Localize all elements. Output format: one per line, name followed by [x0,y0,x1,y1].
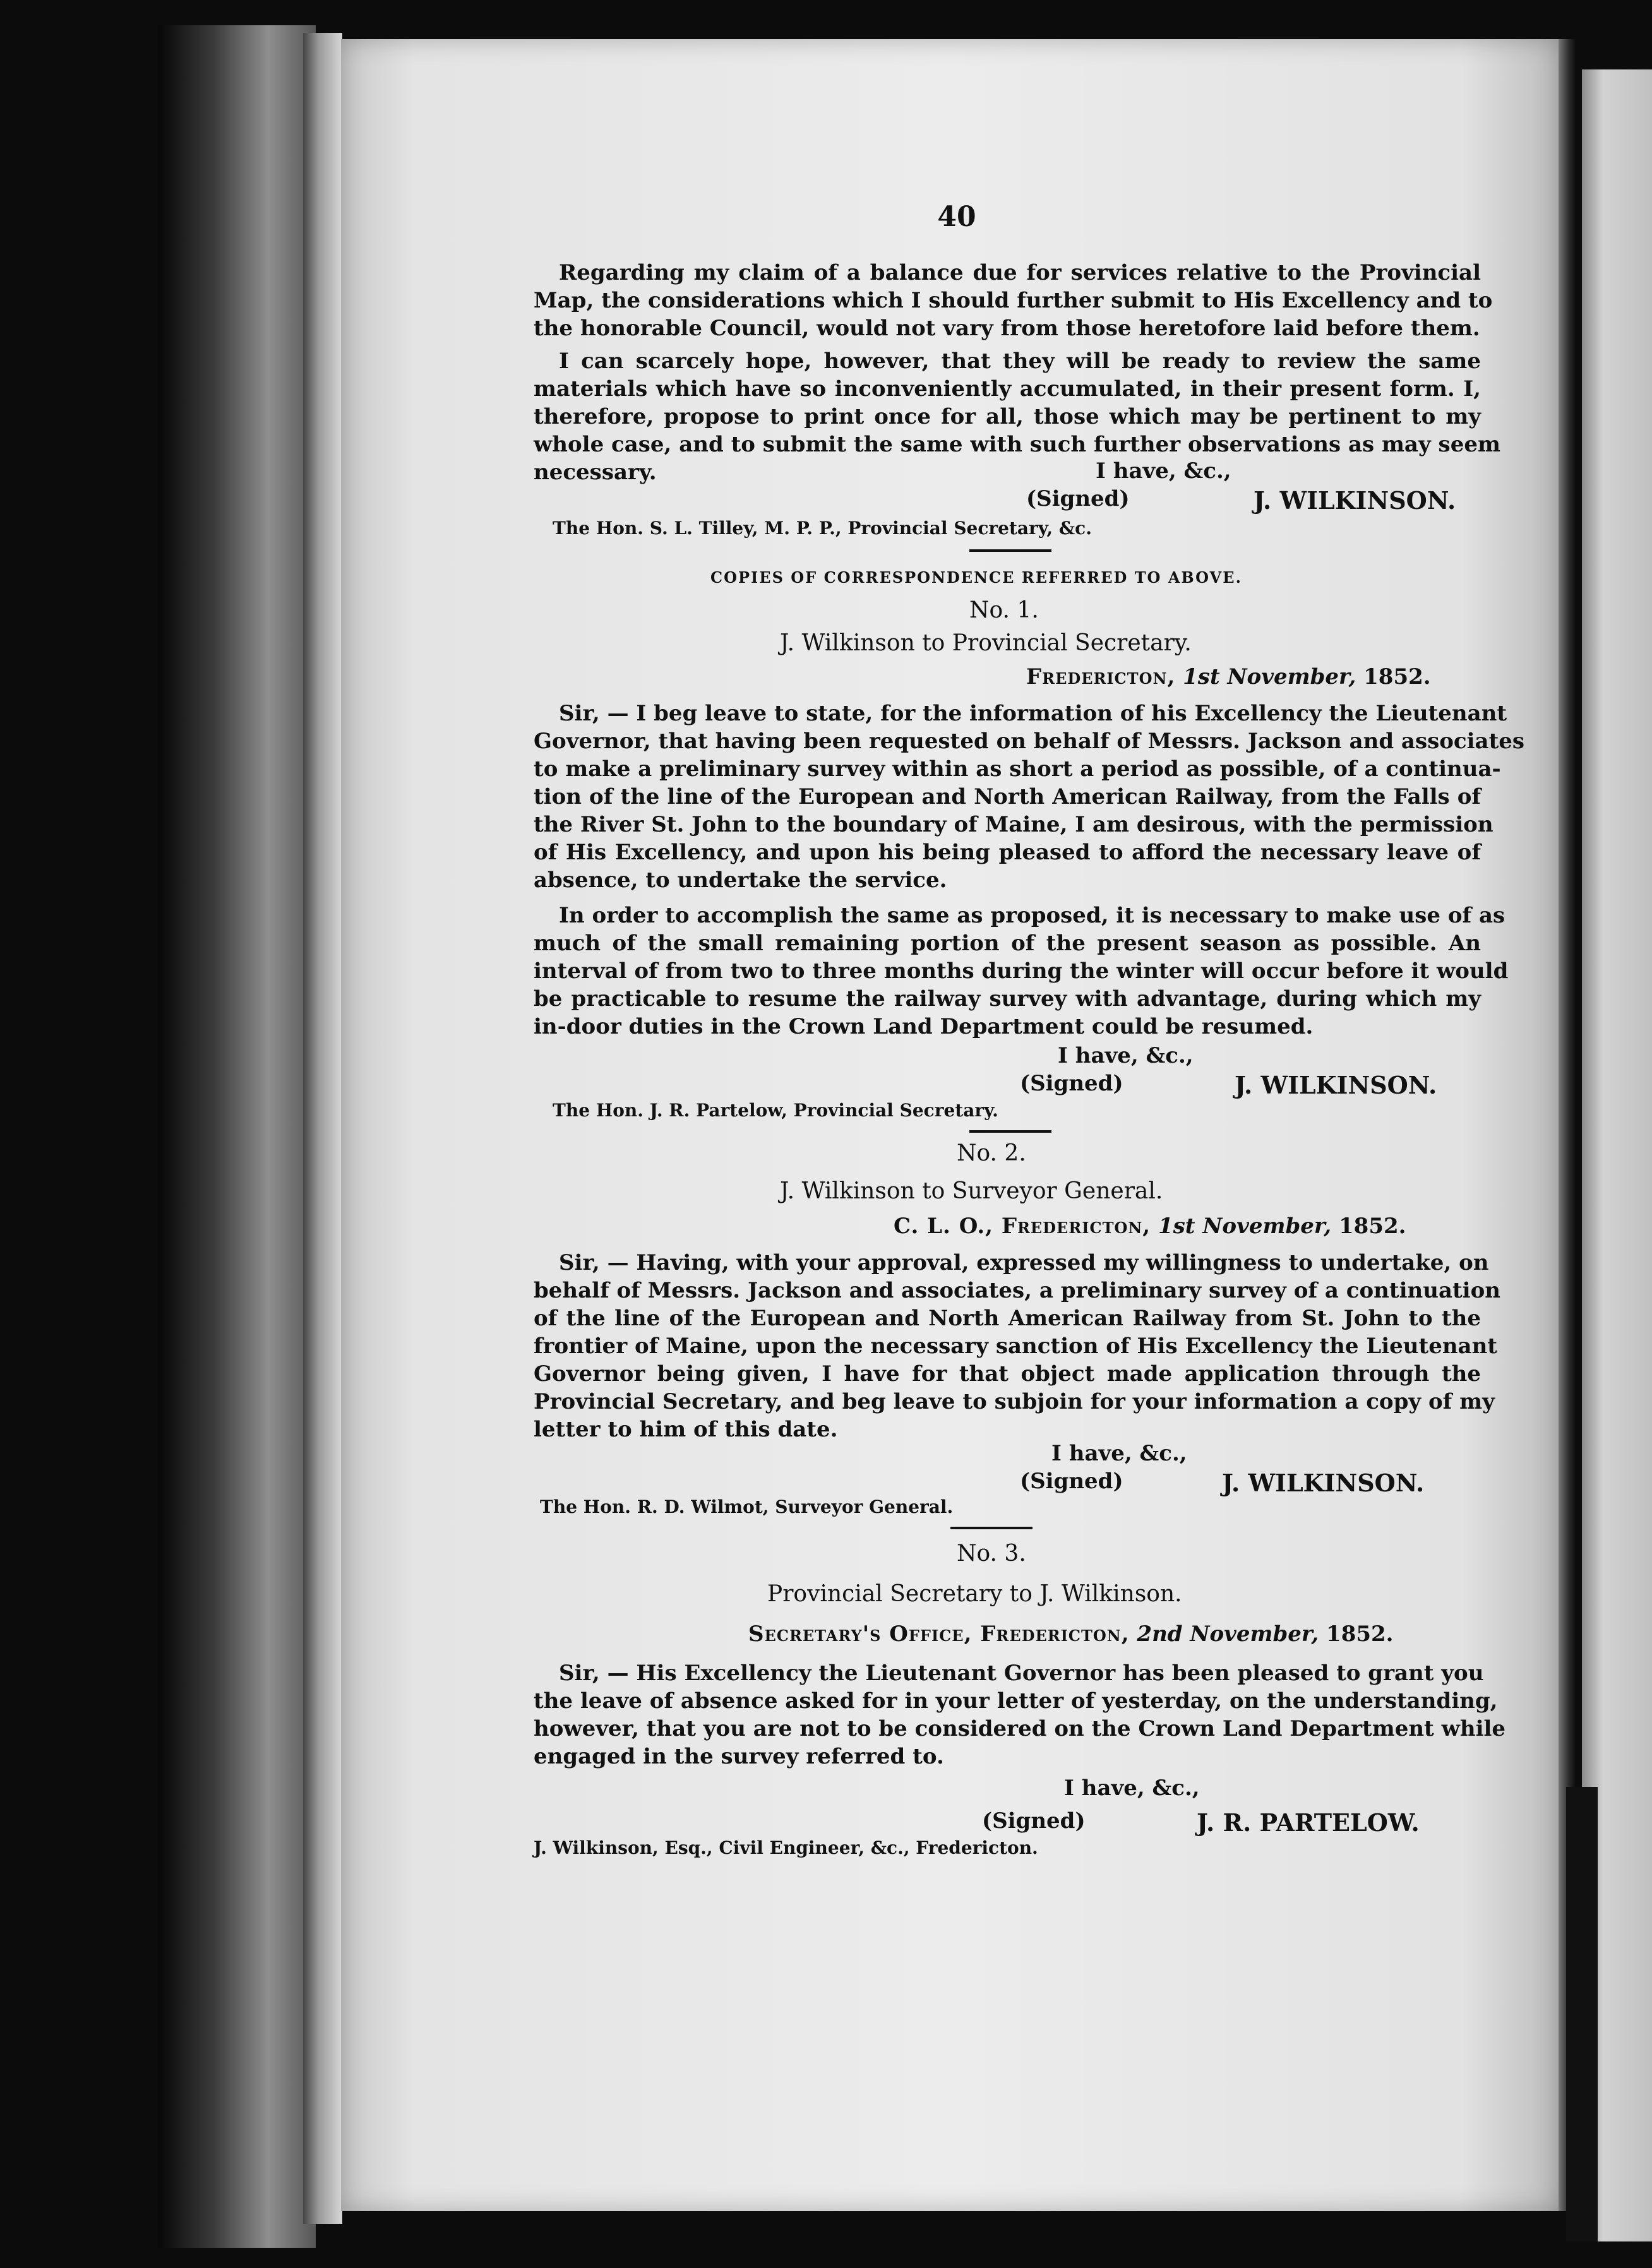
text-line: Governor, that having been requested on behalf of Messrs. Jackson and associates [534,729,1525,754]
signed-label: (Signed) [1026,486,1130,511]
text-line: the River St. John to the boundary of Maine, I am desirous, with the permission [534,812,1493,837]
addressee: J. Wilkinson, Esq., Civil Engineer, &c., Fredericton. [534,1837,1038,1858]
letter-dateline [748,1621,1394,1647]
page-number: 40 [937,201,976,233]
text-line: In order to accomplish the same as proposed, it is necessary to make use of as [559,903,1505,928]
text-line: in-door duties in the Crown Land Department could be resumed. [534,1014,1314,1039]
book-binding-left [158,25,316,2248]
text-line: much of the small remaining portion of the present season as possible. An [534,931,1481,956]
dateline-place: C. L. O., Fredericton, [894,1214,1151,1239]
letter-number: No. 2. [957,1140,1026,1166]
text-line: the honorable Council, would not vary from those heretofore laid before them. [534,316,1480,341]
closing-i-have: I have, &c., [1058,1043,1194,1068]
letter-number: No. 3. [957,1541,1026,1567]
text-line: to make a preliminary survey within as short a period as possible, of a continua- [534,756,1501,782]
letter-subtitle: J. Wilkinson to Surveyor General. [780,1178,1163,1204]
dateline-day: 1st November, [1183,664,1356,689]
closing-i-have: I have, &c., [1064,1776,1200,1801]
text-line: therefore, propose to print once for all, those which may be pertinent to my [534,404,1481,429]
signed-label: (Signed) [1020,1469,1123,1494]
text-line: Governor being given, I have for that object made application through the [534,1361,1481,1387]
text-line: however, that you are not to be considered on the Crown Land Department while [534,1716,1506,1741]
text-line: absence, to undertake the service. [534,868,947,893]
text-line: I can scarcely hope, however, that they will be ready to review the same [559,349,1481,374]
closing-i-have: I have, &c., [1051,1441,1187,1466]
letter-subtitle: J. Wilkinson to Provincial Secretary. [780,630,1192,656]
addressee: The Hon. S. L. Tilley, M. P. P., Provincial Secretary, &c. [553,518,1092,539]
book-binding-fold [303,33,342,2224]
text-line: frontier of Maine, upon the necessary sanction of His Excellency the Lieutenant [534,1334,1497,1359]
text-line: materials which have so inconveniently accumulated, in their present form. I, [534,376,1481,402]
text-line: Sir, — I beg leave to state, for the information of his Excellency the Lieutenant [559,701,1507,726]
dateline-day: 2nd November, [1137,1621,1319,1647]
text-line: engaged in the survey referred to. [534,1744,944,1769]
text-line: Sir, — His Excellency the Lieutenant Governor has been pleased to grant you [559,1661,1484,1686]
signature: J. WILKINSON. [1235,1071,1437,1099]
text-line: whole case, and to submit the same with such further observations as may seem [534,432,1500,457]
dateline-year: 1852. [1363,664,1431,689]
letter-number: No. 1. [969,597,1039,623]
adjacent-page-gap [1566,1787,1598,2241]
text-line: of His Excellency, and upon his being pleased to afford the necessary leave of [534,840,1481,865]
text-line: tion of the line of the European and North American Railway, from the Falls of [534,784,1481,809]
section-divider [969,1130,1051,1133]
signature: J. R. PARTELOW. [1197,1808,1420,1837]
text-line: be practicable to resume the railway survey with advantage, during which my [534,986,1481,1012]
signature: J. WILKINSON. [1254,486,1456,515]
letter-dateline [1026,664,1431,689]
signed-label: (Signed) [1020,1071,1123,1096]
section-divider [950,1527,1032,1529]
text-line: Sir, — Having, with your approval, expressed my willingness to undertake, on [559,1250,1489,1275]
addressee: The Hon. J. R. Partelow, Provincial Secretary. [553,1100,998,1121]
text-line: interval of from two to three months during the winter will occur before it would [534,958,1509,984]
dateline-year: 1852. [1339,1214,1406,1239]
dateline-year: 1852. [1326,1621,1394,1647]
dateline-day: 1st November, [1158,1214,1332,1239]
signature: J. WILKINSON. [1222,1469,1425,1497]
text-line: Map, the considerations which I should further submit to His Excellency and to [534,288,1493,313]
closing-i-have: I have, &c., [1096,458,1231,484]
addressee: The Hon. R. D. Wilmot, Surveyor General. [540,1496,954,1517]
text-line: Provincial Secretary, and beg leave to subjoin for your information a copy of my [534,1389,1495,1414]
letter-dateline [894,1214,1406,1239]
signed-label: (Signed) [982,1808,1086,1834]
section-divider [969,549,1051,552]
letter-subtitle: Provincial Secretary to J. Wilkinson. [767,1581,1182,1607]
text-line: the leave of absence asked for in your letter of yesterday, on the understanding, [534,1688,1498,1714]
text-line: of the line of the European and North American Railway from St. John to the [534,1306,1481,1331]
dateline-place: Secretary's Office, Fredericton, [748,1621,1130,1647]
correspondence-heading: COPIES OF CORRESPONDENCE REFERRED TO ABOVE. [710,568,1242,587]
text-line: Regarding my claim of a balance due for services relative to the Provincial [559,260,1481,285]
text-line: behalf of Messrs. Jackson and associates, a preliminary survey of a continuation [534,1278,1500,1303]
text-line: letter to him of this date. [534,1417,838,1442]
dateline-place: Fredericton, [1026,664,1176,689]
text-line: necessary. [534,460,657,485]
